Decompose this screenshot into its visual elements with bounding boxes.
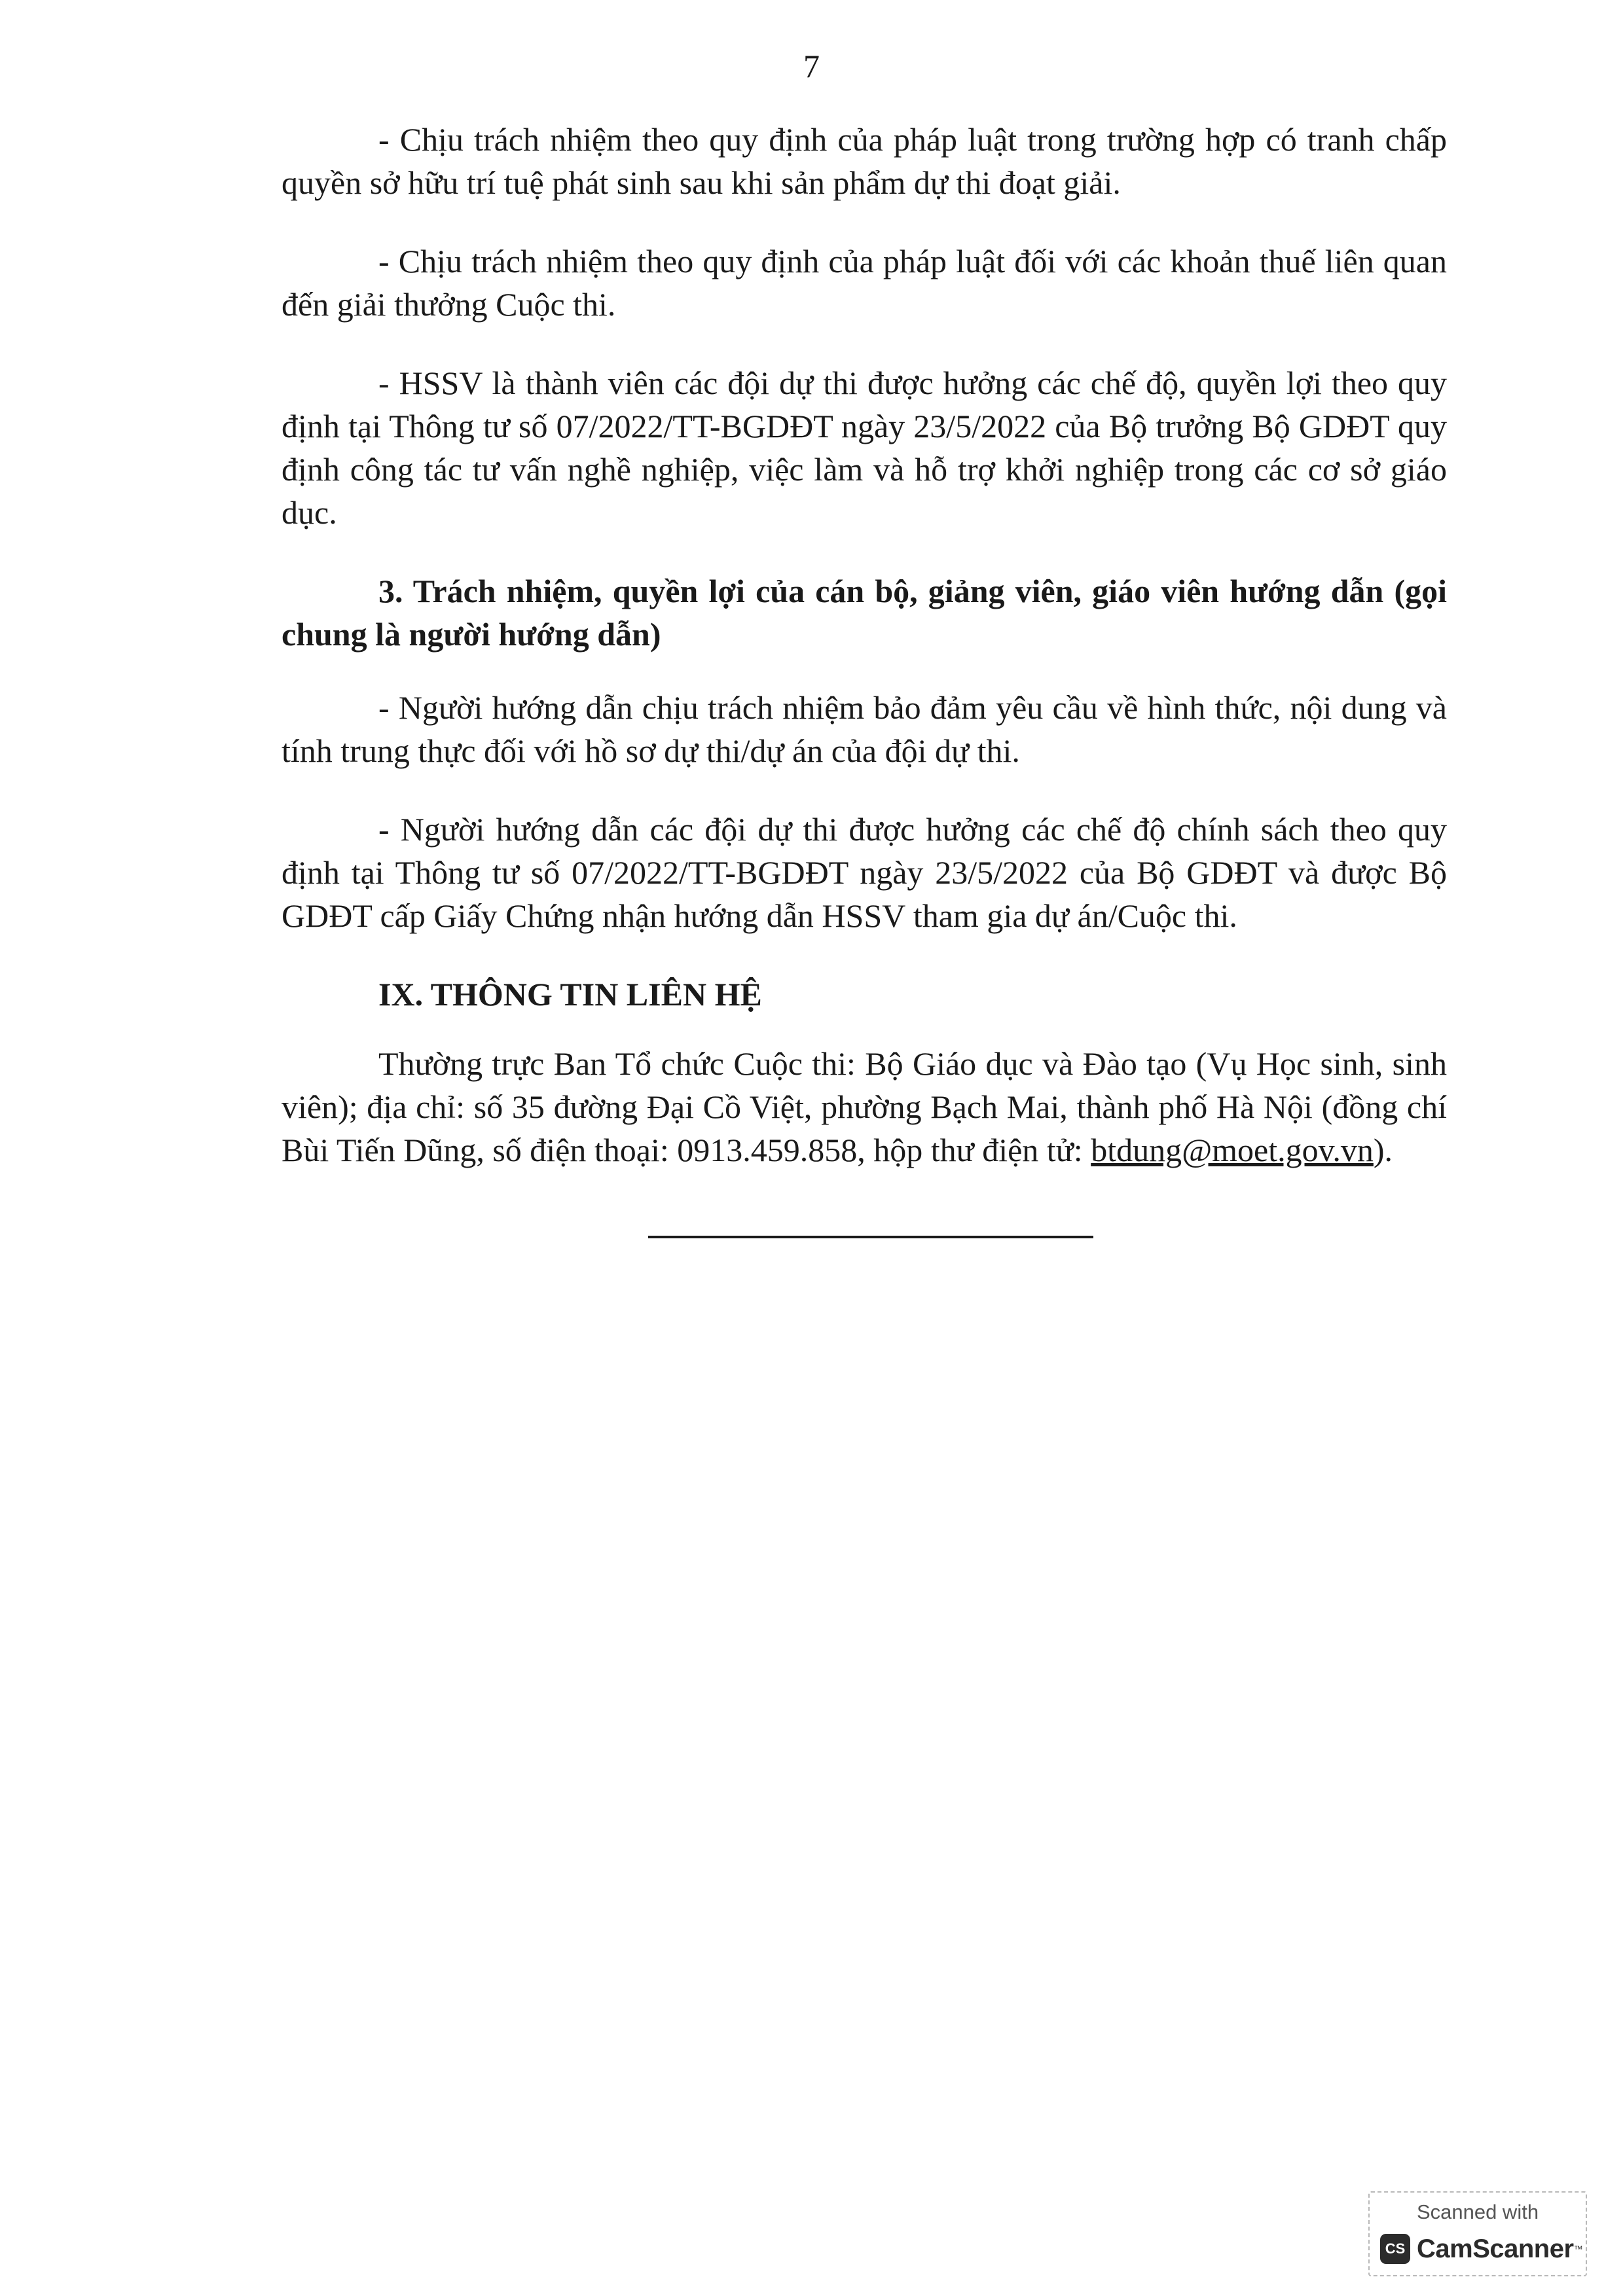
- document-body: [282, 118, 1447, 1207]
- paragraph-advisor-benefits: - Người hướng dẫn các đội dự thi được hưởng các chế độ chính sách theo quy định tại Thông tư số 07/2022/TT-BGDĐT ngày 23/5/2022 của Bộ GDĐT và được Bộ GDĐT cấp Giấy Chứng nhận hướng dẫn HSSV tham gia dự án/Cuộc thi.: [282, 811, 1447, 934]
- badge-brand-row: [1380, 2232, 1583, 2266]
- section-title: IX. THÔNG TIN LIÊN HỆ: [378, 976, 762, 1013]
- camscanner-badge: [1368, 2191, 1587, 2276]
- subsection-heading: 3. Trách nhiệm, quyền lợi của cán bộ, giảng viên, giáo viên hướng dẫn (gọi chung là người hướng dẫn): [282, 573, 1447, 653]
- badge-brand-name: CamScanner: [1417, 2234, 1574, 2263]
- contact-email-link[interactable]: btdung@moet.gov.vn: [1091, 1132, 1374, 1168]
- page-number: 7: [803, 48, 820, 84]
- contact-suffix: ).: [1373, 1132, 1393, 1168]
- badge-caption: Scanned with: [1416, 2200, 1539, 2223]
- paragraph-contact: [282, 1042, 1447, 1172]
- paragraph-tax-responsibility: - Chịu trách nhiệm theo quy định của pháp luật đối với các khoản thuế liên quan đến giải thưởng Cuộc thi.: [282, 243, 1447, 323]
- paragraph-advisor-responsibility: - Người hướng dẫn chịu trách nhiệm bảo đảm yêu cầu về hình thức, nội dung và tính trung thực đối với hồ sơ dự thi/dự án của đội dự thi.: [282, 689, 1447, 769]
- contact-text: Thường trực Ban Tổ chức Cuộc thi: Bộ Giáo dục và Đào tạo (Vụ Học sinh, sinh viên); địa chỉ: số 35 đường Đại Cồ Việt, phường Bạch Mai, thành phố Hà Nội (đồng chí Bùi Tiến Dũng, số điện thoại: 0913.459.858, hộp thư điện tử:: [282, 1045, 1447, 1168]
- camscanner-logo-icon: CS: [1380, 2234, 1410, 2264]
- paragraph-student-benefits: - HSSV là thành viên các đội dự thi được hưởng các chế độ, quyền lợi theo quy định tại Thông tư số 07/2022/TT-BGDĐT ngày 23/5/2022 của Bộ trưởng Bộ GDĐT quy định công tác tư vấn nghề nghiệp, việc làm và hỗ trợ khởi nghiệp trong các cơ sở giáo dục.: [282, 365, 1447, 531]
- badge-trademark: ™: [1573, 2244, 1583, 2254]
- paragraph-ip-responsibility: - Chịu trách nhiệm theo quy định của pháp luật trong trường hợp có tranh chấp quyền sở hữu trí tuệ phát sinh sau khi sản phẩm dự thi đoạt giải.: [282, 121, 1447, 201]
- end-of-document-rule: [648, 1236, 1093, 1238]
